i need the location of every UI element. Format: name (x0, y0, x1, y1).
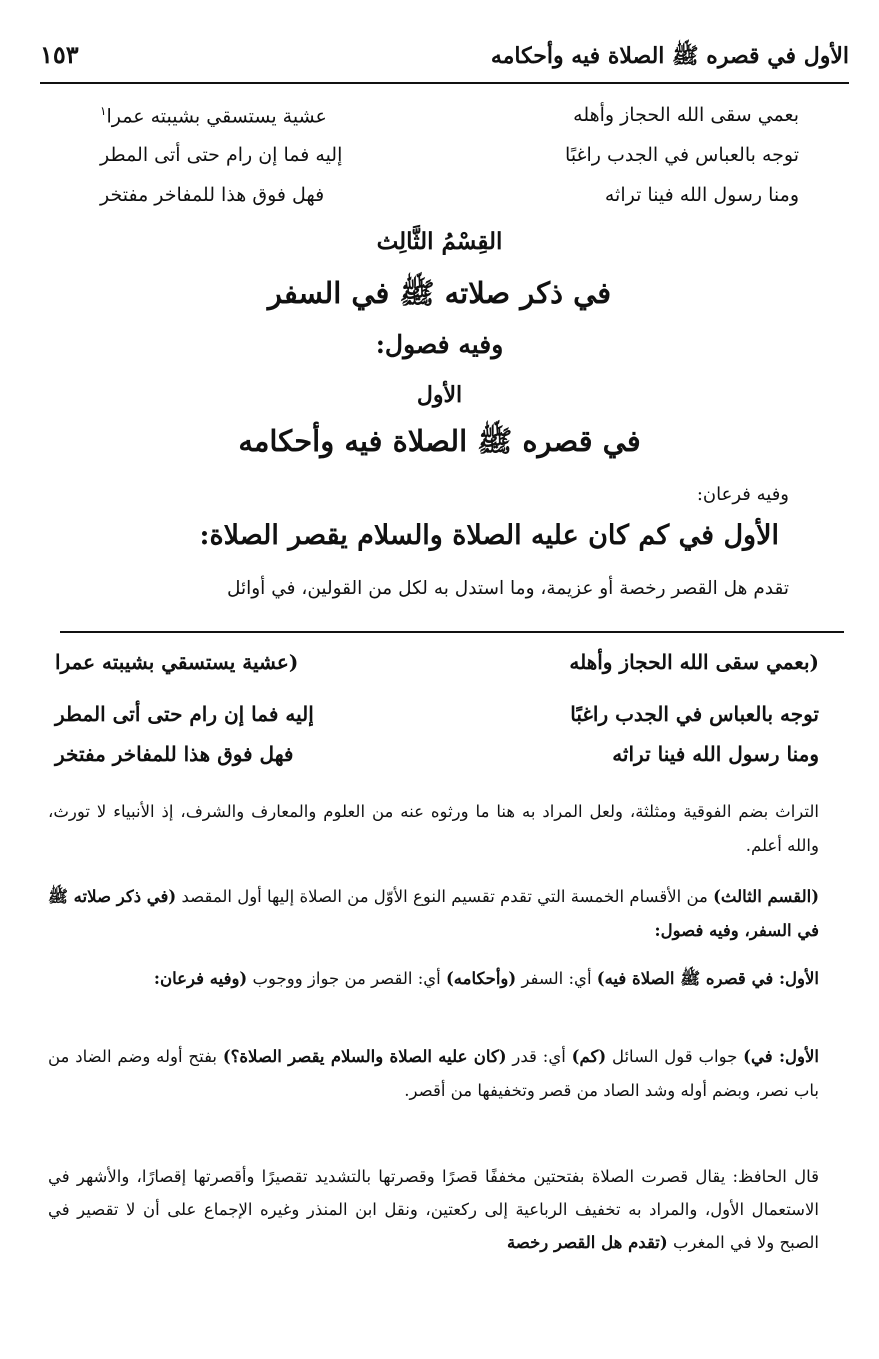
verse-right-hemistich: بعمي سقى الله الحجاز وأهله (573, 104, 799, 126)
verse-right-hemistich: توجه بالعباس في الجدب راغبًا (565, 144, 799, 166)
commentary-paragraph: (القسم الثالث) من الأقسام الخمسة التي تقدم تقسيم النوع الأوّل من الصلاة إليها أول المقصد (في ذكر صلاته ﷺ في السفر، وفيه فصول: (48, 887, 819, 940)
verse-left-hemistich: عشية يستسقي بشيبته عمرا$^١$ (100, 104, 327, 128)
commentary-paragraph: الأول: في قصره ﷺ الصلاة فيه) أي: السفر (وأحكامه) أي: القصر من جواز ووجوب (وفيه فرعان: (153, 969, 819, 988)
verse-line (100, 144, 799, 166)
commentary-paragraph: الأول: في) جواب قول السائل (كم) أي: قدر (كان عليه الصلاة والسلام يقصر الصلاة؟) بفتح أوله وضم الضاد من باب نصر، وبضم أوله وشد الصاد من قصر وتخفيفها من أقصر. (48, 1047, 819, 1100)
chapter-heading-awwal: الأول (416, 382, 463, 408)
verse-left-hemistich: فهل فوق هذا للمفاخر مفتخر (100, 184, 325, 206)
commentary-verse-line (55, 702, 819, 726)
branch-heading: الأول في كم كان عليه الصلاة والسلام يقصر الصلاة: (199, 520, 779, 551)
section-heading-qism: القِسْمُ الثَّالِث (376, 228, 503, 255)
verse-left-hemistich: إليه فما إن رام حتى أتى المطر (100, 144, 343, 166)
chapter-heading-qasr: في قصره ﷺ الصلاة فيه وأحكامه (238, 424, 641, 458)
verse-line (100, 184, 799, 206)
verse-left-hemistich: فهل فوق هذا للمفاخر مفتخر (55, 742, 294, 766)
commentary-paragraph: قال الحافظ: يقال قصرت الصلاة بفتحتين مخففًا قصرًا وقصرتها بالتشديد تقصيرًا وأقصرتها إقصارًا، والأشهر في الاستعمال الأول، والمراد به تخفيف الرباعية إلى ركعتين، ونقل ابن المنذر وغيره الإجماع على أن لا تقصير في الصبح ولا في المغرب (تقدم هل القصر رخصة (48, 1167, 819, 1252)
page-header (40, 38, 849, 84)
commentary-paragraph: التراث بضم الفوقية ومثلثة، ولعل المراد به هنا ما ورثوه عنه من العلوم والمعارف والشرف، إذ الأنبياء لا تورث، والله أعلم. (48, 802, 819, 855)
section-heading-dhikr: في ذكر صلاته ﷺ في السفر (267, 276, 612, 310)
verse-left-hemistich: (عشية يستسقي بشيبته عمرا (55, 650, 299, 674)
commentary-divider (60, 631, 844, 633)
commentary-verse-line (55, 742, 819, 766)
commentary-verse-line (55, 650, 819, 674)
verse-left-hemistich: إليه فما إن رام حتى أتى المطر (55, 702, 314, 726)
page-number: ١٥٣ (40, 40, 79, 69)
branches-label: وفيه فرعان: (696, 484, 789, 505)
verse-right-hemistich: ومنا رسول الله فينا تراثه (604, 184, 799, 206)
verse-right-hemistich: ومنا رسول الله فينا تراثه (612, 742, 819, 766)
section-heading-fusul: وفيه فصول: (375, 330, 504, 359)
verse-right-hemistich: (بعمي سقى الله الحجاز وأهله (569, 650, 819, 674)
verse-line (100, 104, 799, 127)
running-title: الأول في قصره ﷺ الصلاة فيه وأحكامه (490, 43, 849, 69)
verse-right-hemistich: توجه بالعباس في الجدب راغبًا (570, 702, 819, 726)
intro-line: تقدم هل القصر رخصة أو عزيمة، وما استدل به لكل من القولين، في أوائل (226, 578, 789, 599)
footnote-marker: ١ (100, 104, 107, 118)
